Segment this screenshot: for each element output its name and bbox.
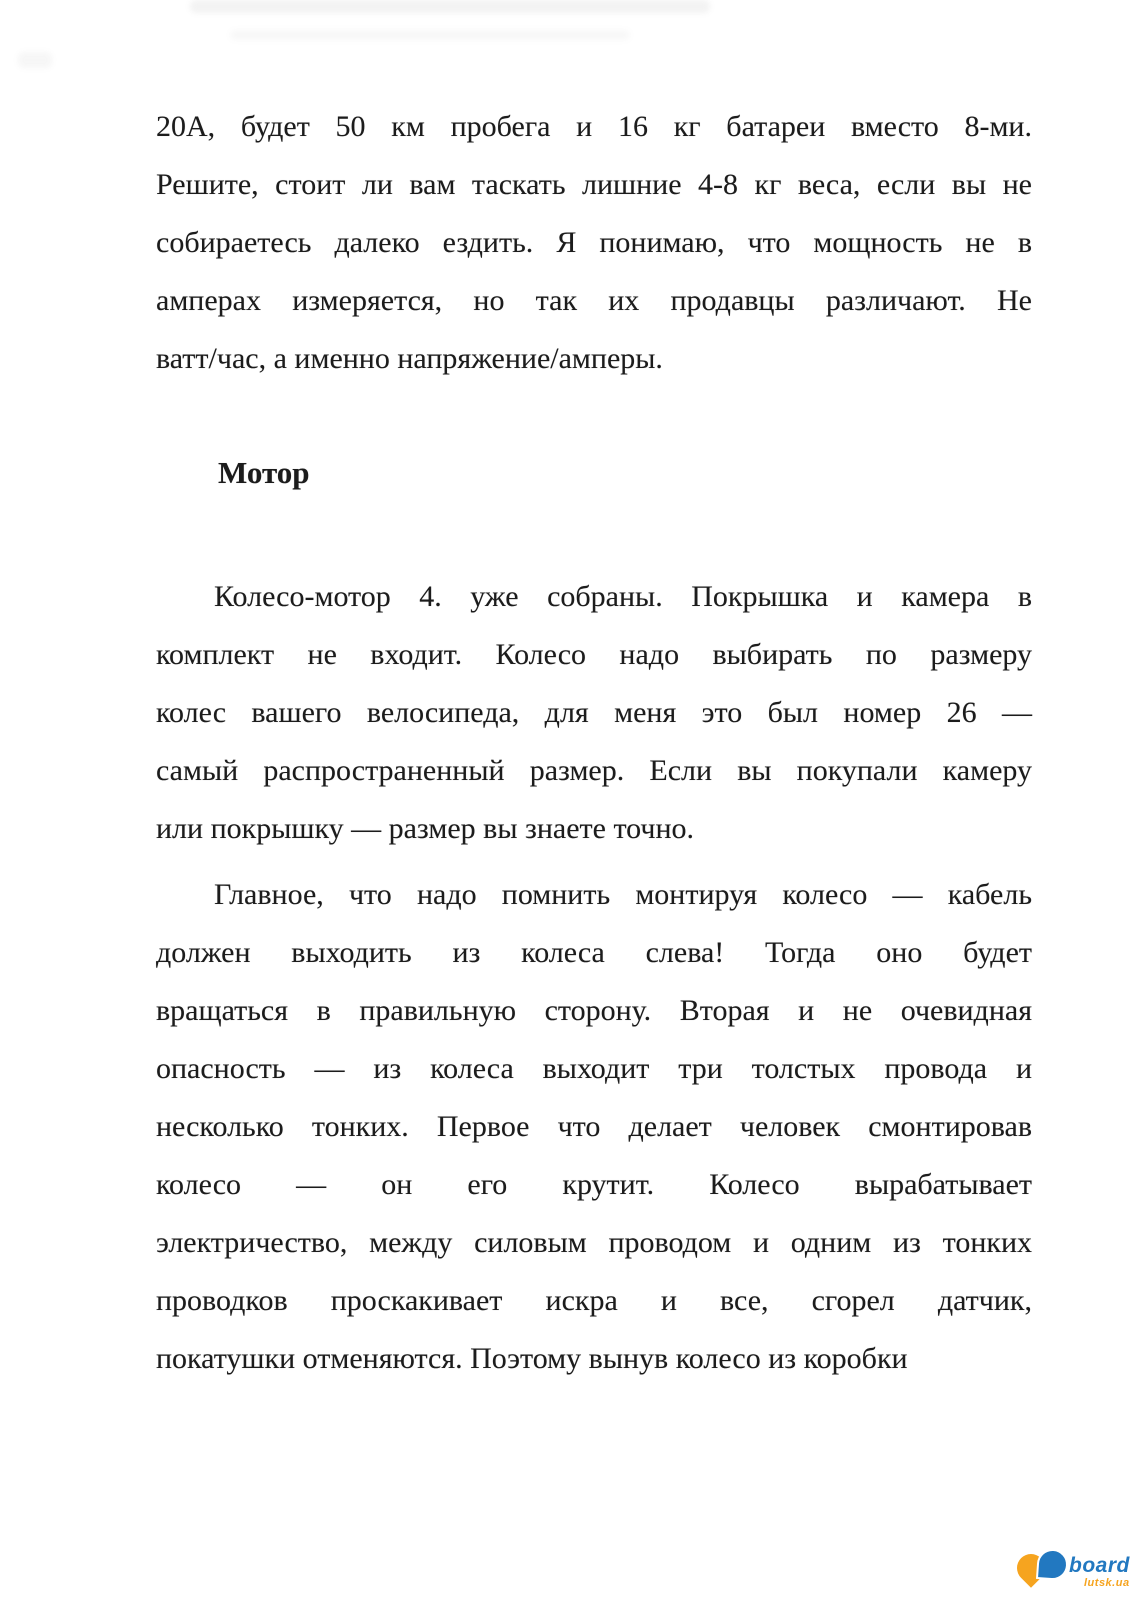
speech-bubble-blue-icon [1036, 1548, 1069, 1581]
text-line: Решите, стоит ли вам таскать лишние 4-8 кг веса, если вы не [156, 168, 1032, 201]
text-line: или покрышку — размер вы знаете точно. [156, 812, 695, 845]
text-line: опасность — из колеса выходит три толстых провода и [156, 1052, 1032, 1085]
paragraph-mounting-warning [156, 866, 1032, 1388]
watermark-domain-text: lutsk.ua [1084, 1577, 1130, 1589]
text-line: собираетесь далеко ездить. Я понимаю, что мощность не в [156, 226, 1032, 259]
site-watermark [1012, 1545, 1132, 1597]
text-line: вращаться в правильную сторону. Вторая и не очевидная [156, 994, 1032, 1027]
text-line: Колесо-мотор 4. уже собраны. Покрышка и камера в [214, 580, 1032, 613]
text-line: покатушки отменяются. Поэтому вынув колесо из коробки [156, 1342, 908, 1375]
text-line: Главное, что надо помнить монтируя колесо — кабель [214, 878, 1032, 911]
text-line: комплект не входит. Колесо надо выбирать по размеру [156, 638, 1032, 671]
text-line: 20А, будет 50 км пробега и 16 кг батареи вместо 8-ми. [156, 110, 1032, 143]
paragraph-motor-wheel [156, 568, 1032, 858]
text-column [156, 98, 1032, 1388]
scan-bleed-artifact [190, 0, 710, 13]
scan-bleed-artifact [18, 52, 52, 68]
text-line: несколько тонких. Первое что делает человек смонтировав [156, 1110, 1032, 1143]
scan-bleed-artifact [230, 30, 630, 40]
text-line: должен выходить из колеса слева! Тогда оно будет [156, 936, 1032, 969]
text-line: колесо — он его крутит. Колесо вырабатывает [156, 1168, 1032, 1201]
text-line: ватт/час, а именно напряжение/амперы. [156, 342, 663, 375]
section-heading-motor: Мотор [218, 455, 310, 490]
text-line: электричество, между силовым проводом и одним из тонких [156, 1226, 1032, 1259]
text-line: проводков проскакивает искра и все, сгорел датчик, [156, 1284, 1032, 1317]
paragraph-battery-intro [156, 98, 1032, 388]
text-line: колес вашего велосипеда, для меня это был номер 26 — [156, 696, 1032, 729]
text-line: самый распространенный размер. Если вы покупали камеру [156, 754, 1032, 787]
text-line: амперах измеряется, но так их продавцы различают. Не [156, 284, 1032, 317]
watermark-brand-text: board [1069, 1554, 1130, 1577]
